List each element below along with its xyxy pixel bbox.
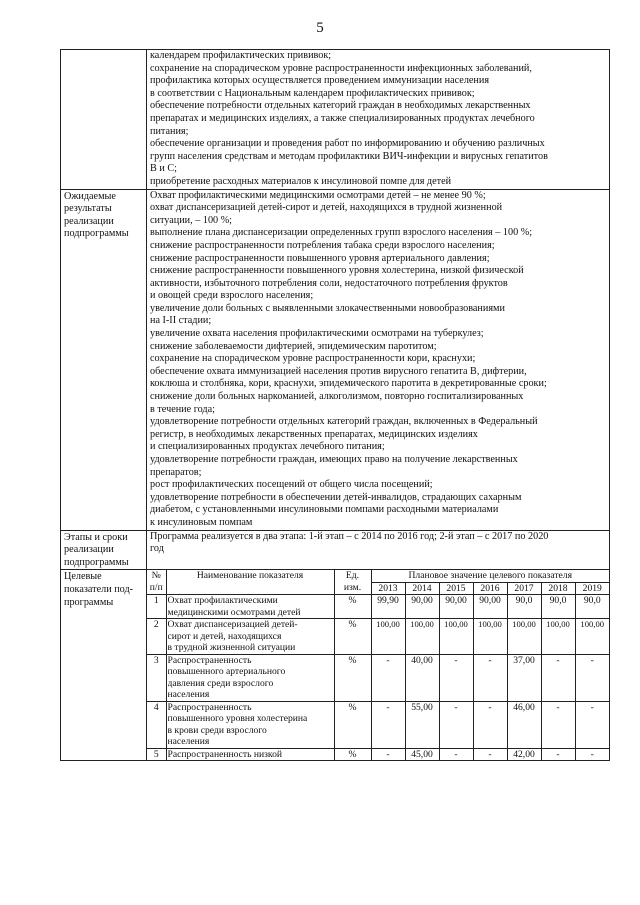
indicator-number: 2	[147, 619, 166, 655]
indicator-name: Распространенность низкой	[166, 748, 334, 760]
text-line: обеспечение потребности отдельных категорий граждан в необходимых лекарственных	[150, 100, 531, 112]
indicator-number: 5	[147, 748, 166, 760]
text-line: Программа реализуется в два этапа: 1-й этап – с 2014 по 2016 год; 2-й этап – с 2017 по 2020	[150, 530, 549, 542]
expected-results-row	[61, 189, 610, 530]
indicator-value: 90,0	[541, 595, 575, 619]
year-header: 2018	[541, 582, 575, 595]
indicator-value: -	[371, 748, 405, 760]
text-line: коклюша и столбняка, кори, краснухи, эпидемического паротита в декретированные сроки;	[150, 378, 547, 390]
text-line: в соответствии с Национальным календарем профилактических прививок;	[150, 87, 475, 99]
stages-text	[147, 530, 610, 570]
indicator-value: 40,00	[405, 654, 439, 701]
indicator-value: 90,00	[439, 595, 473, 619]
text-line: ситуации, – 100 %;	[150, 214, 233, 226]
header-unit: Ед. изм.	[334, 570, 371, 595]
indicator-value: 100,00	[507, 619, 541, 655]
text-line: приобретение расходных материалов к инсулиновой помпе для детей	[150, 175, 452, 187]
indicator-value: -	[541, 701, 575, 748]
indicator-row	[147, 701, 609, 748]
text-line: диабетом, с установленными инсулиновыми помпами расходными материалами	[150, 504, 499, 516]
indicator-value: 90,00	[473, 595, 507, 619]
indicator-row	[147, 619, 609, 655]
text-line: групп населения средствам и методам профилактики ВИЧ-инфекции и вирусных гепатитов	[150, 150, 548, 162]
indicator-value: -	[473, 748, 507, 760]
indicator-value: -	[439, 654, 473, 701]
text-line: удовлетворение потребности граждан, имеющих право на получение лекарственных	[150, 454, 518, 465]
text-line: Охват профилактическими медицинскими осмотрами детей – не менее 90 %;	[150, 189, 486, 201]
year-header: 2013	[371, 582, 405, 595]
indicator-unit: %	[334, 595, 371, 619]
indicator-value: 90,0	[507, 595, 541, 619]
targets-label: Целевые показатели под- программы	[61, 570, 147, 761]
text-line: обеспечение организации и проведения работ по информированию и обучению различных	[150, 138, 545, 150]
indicator-value: -	[439, 701, 473, 748]
indicator-value: -	[575, 654, 609, 701]
text-line: препаратов;	[150, 466, 202, 478]
stages-label: Этапы и сроки реализации подпрограммы	[61, 530, 147, 570]
indicator-value: -	[473, 701, 507, 748]
targets-cell	[147, 570, 610, 761]
indicator-value: -	[371, 654, 405, 701]
text-line: и специализированных продуктах лечебного питания;	[150, 441, 385, 453]
indicator-value: 100,00	[371, 619, 405, 655]
year-header: 2016	[473, 582, 507, 595]
text-line: в течение года;	[150, 403, 215, 415]
text-line: к инсулиновым помпам	[150, 516, 253, 528]
text-line: календарем профилактических прививок;	[150, 50, 332, 61]
expected-results-text	[147, 189, 610, 530]
indicator-row	[147, 748, 609, 760]
indicator-value: -	[473, 654, 507, 701]
indicator-value: 100,00	[541, 619, 575, 655]
subprogram-passport-table	[60, 49, 610, 761]
text-line: препаратах и медицинских изделиях, а также специализированных продуктах лечебного	[150, 112, 535, 124]
indicator-value: 100,00	[575, 619, 609, 655]
header-number: № п/п	[147, 570, 166, 595]
indicator-value: 100,00	[439, 619, 473, 655]
indicator-unit: %	[334, 701, 371, 748]
indicator-unit: %	[334, 748, 371, 760]
year-header: 2014	[405, 582, 439, 595]
text-line: сохранение на спорадическом уровне распространенности кори, краснухи;	[150, 353, 476, 365]
targets-row	[61, 570, 610, 761]
text-line: удовлетворение потребности в обеспечении детей-инвалидов, страдающих сахарным	[150, 491, 522, 503]
year-header: 2015	[439, 582, 473, 595]
indicator-number: 3	[147, 654, 166, 701]
text-line: профилактика которых осуществляется проведением иммунизации населения	[150, 75, 490, 87]
indicator-value: -	[575, 748, 609, 760]
text-line: выполнение плана диспансеризации определенных групп взрослого населения – 100 %;	[150, 227, 533, 239]
indicator-value: -	[541, 748, 575, 760]
text-line: снижение заболеваемости дифтерией, эпидемическим паротитом;	[150, 340, 437, 352]
indicator-name: Охват профилактическими медицинскими осмотрами детей	[166, 595, 334, 619]
header-indicator-name: Наименование показателя	[166, 570, 334, 595]
text-line: увеличение охвата населения профилактическими осмотрами на туберкулез;	[150, 328, 484, 340]
text-line: увеличение доли больных с выявленными злокачественными новообразованиями	[150, 302, 505, 314]
text-line: регистр, в необходимых лекарственных препаратах, медицинских изделиях	[150, 428, 478, 440]
text-line: год	[150, 543, 164, 555]
indicator-value: 46,00	[507, 701, 541, 748]
text-line: на I-II стадии;	[150, 315, 212, 327]
indicator-name: Распространенность повышенного уровня холестерина в крови среди взрослого населения	[166, 701, 334, 748]
indicator-value: -	[575, 701, 609, 748]
text-line: В и С;	[150, 163, 177, 175]
text-line: снижение распространенности повышенного уровня холестерина, низкой физической	[150, 265, 524, 277]
indicator-value: 99,90	[371, 595, 405, 619]
indicator-unit: %	[334, 619, 371, 655]
text-line: снижение распространенности потребления табака среди взрослого населения;	[150, 239, 495, 251]
indicator-value: 42,00	[507, 748, 541, 760]
text-line: сохранение на спорадическом уровне распространенности инфекционных заболеваний,	[150, 62, 532, 74]
text-line: и овощей среди взрослого населения;	[150, 290, 314, 302]
text-line: активности, избыточного потребления соли, недостаточного потребления фруктов	[150, 277, 508, 289]
tasks-label-cell	[61, 50, 147, 190]
text-line: охват диспансеризацией детей-сирот и детей, находящихся в трудной жизненной	[150, 202, 503, 214]
expected-results-label: Ожидаемые результаты реализации подпрограммы	[61, 189, 147, 530]
page-number: 5	[316, 20, 324, 36]
stages-row	[61, 530, 610, 570]
indicators-table	[147, 570, 609, 760]
indicator-unit: %	[334, 654, 371, 701]
indicator-value: 37,00	[507, 654, 541, 701]
text-line: рост профилактических посещений от общего числа посещений;	[150, 479, 433, 491]
indicator-value: 90,00	[405, 595, 439, 619]
header-planned-value: Плановое значение целевого показателя	[371, 570, 609, 582]
text-line: обеспечение охвата иммунизацией населения против вирусного гепатита В, дифтерии,	[150, 365, 527, 377]
indicators-header-row	[147, 570, 609, 582]
indicator-value: 90,0	[575, 595, 609, 619]
text-line: удовлетворение потребности отдельных категорий граждан, включенных в Федеральный	[150, 416, 538, 428]
text-line: снижение доли больных наркоманией, алкоголизмом, повторно госпитализированных	[150, 391, 524, 403]
indicator-value: -	[439, 748, 473, 760]
text-line: снижение распространенности повышенного уровня артериального давления;	[150, 252, 490, 264]
year-header: 2017	[507, 582, 541, 595]
indicator-value: 45,00	[405, 748, 439, 760]
tasks-row	[61, 50, 610, 190]
indicator-row	[147, 595, 609, 619]
indicator-value: 100,00	[473, 619, 507, 655]
indicator-value: 55,00	[405, 701, 439, 748]
indicator-name: Распространенность повышенного артериального давления среди взрослого населения	[166, 654, 334, 701]
tasks-text-cell	[147, 50, 610, 190]
indicator-number: 1	[147, 595, 166, 619]
indicator-value: 100,00	[405, 619, 439, 655]
indicator-row	[147, 654, 609, 701]
indicator-value: -	[541, 654, 575, 701]
indicator-number: 4	[147, 701, 166, 748]
text-line: питания;	[150, 125, 189, 137]
indicator-name: Охват диспансеризацией детей- сирот и детей, находящихся в трудной жизненной ситуации	[166, 619, 334, 655]
indicator-value: -	[371, 701, 405, 748]
year-header: 2019	[575, 582, 609, 595]
